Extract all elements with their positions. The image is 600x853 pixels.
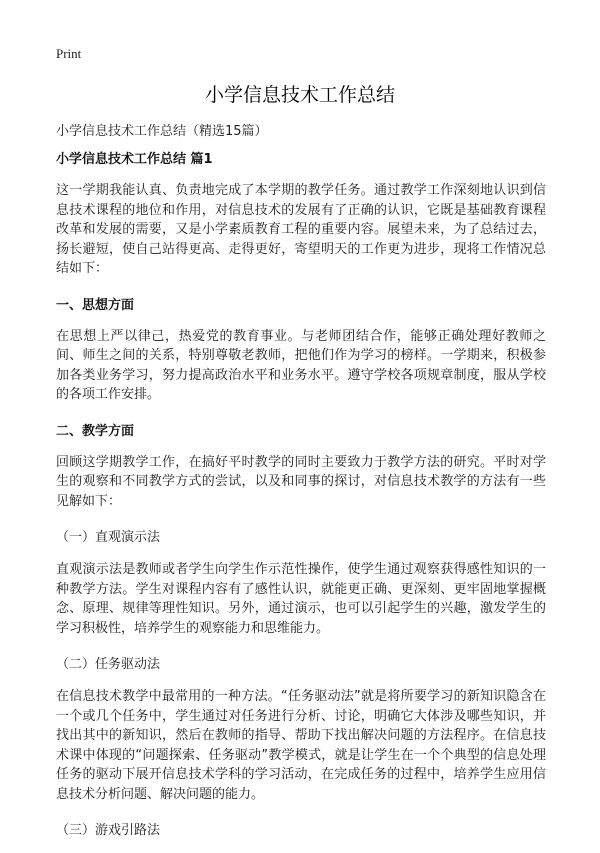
document-body <box>56 150 546 853</box>
method-heading-task-driven: （二）任务驱动法 <box>56 657 161 672</box>
document-title: 小学信息技术工作总结 <box>204 84 395 106</box>
section-thought-paragraph: 在思想上严以律己，热爱党的教育事业。与老师团结合作，能够正确处理好教师之间、师生之间的关系，特别尊敬老教师，把他们作为学习的榜样。一学期来，积极参加各类业务学习，努力提高政治水平和业务水平。遵守学校各项规章制度，服从学校的各项工作安排。 <box>56 328 546 402</box>
intro-paragraph: 这一学期我能认真、负责地完成了本学期的教学任务。通过教学工作深刻地认识到信息技术课程的地位和作用，对信息技术的发展有了正确的认识，它既是基础教育课程改革和发展的需要，又是小学素质教育工程的重要内容。展望未来，为了总结过去，扬长避短，使自己站得更高、走得更好，寄望明天的工作更为进步，现将工作情况总结如下： <box>56 183 546 276</box>
section-heading-teaching: 二、教学方面 <box>56 423 135 439</box>
document-subtitle: 小学信息技术工作总结（精选15篇） <box>56 124 268 139</box>
method-task-driven-paragraph: 在信息技术教学中最常用的一种方法。“任务驱动法”就是将所要学习的新知识隐含在一个或几个任务中，学生通过对任务进行分析、讨论，明确它大体涉及哪些知识，并找出其中的新知识，然后在教师的指导、帮助下找出解决问题的方法程序。在信息技术课中体现的“问题探索、任务驱动”教学模式，就是让学生在一个个典型的信息处理任务的驱动下展开信息技术学科的学习活动，在完成任务的过程中，培养学生应用信息技术分析问题、解决问题的能力。 <box>56 689 546 802</box>
section-heading-thought: 一、思想方面 <box>56 297 135 313</box>
method-demonstration-paragraph: 直观演示法是教师或者学生向学生作示范性操作，使学生通过观察获得感性知识的一种教学方法。学生对课程内容有了感性认识，就能更正确、更深刻、更牢固地掌握概念、原理、规律等理性知识。另外，通过演示，也可以引起学生的兴趣，激发学生的学习积极性，培养学生的观察能力和思维能力。 <box>56 562 546 636</box>
section-teaching-paragraph: 回顾这学期教学工作，在搞好平时教学的同时主要致力于教学方法的研究。平时对学生的观察和不同教学方式的尝试，以及和同事的探讨，对信息技术教学的方法有一些见解如下： <box>56 454 546 509</box>
method-heading-demonstration: （一）直观演示法 <box>56 530 161 545</box>
article-heading: 小学信息技术工作总结 篇1 <box>56 152 213 167</box>
print-label: Print <box>56 46 82 61</box>
method-heading-game: （三）游戏引路法 <box>56 823 161 838</box>
